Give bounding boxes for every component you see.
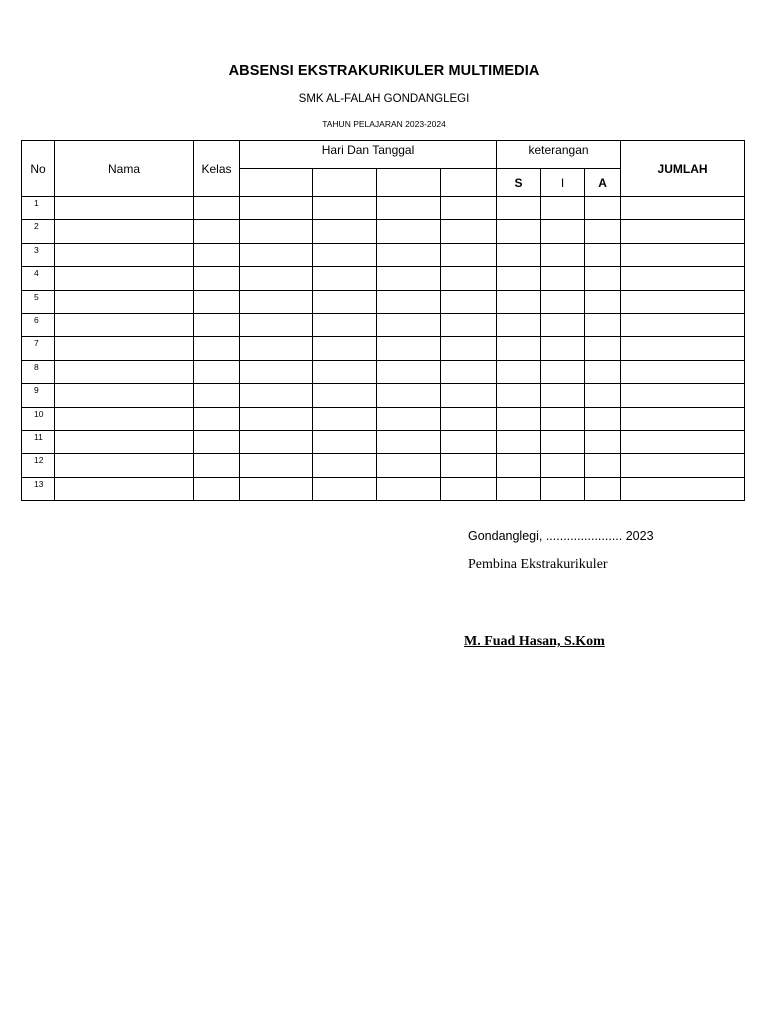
table-cell: [541, 267, 585, 290]
header-s: S: [497, 169, 541, 197]
table-cell: [441, 313, 497, 336]
table-row: [22, 384, 745, 407]
row-number: 7: [22, 337, 55, 360]
document-title: ABSENSI EKSTRAKURIKULER MULTIMEDIA: [228, 63, 540, 79]
table-cell: [194, 220, 240, 243]
table-cell: [541, 360, 585, 383]
table-cell: [621, 290, 745, 313]
table-cell: [377, 337, 441, 360]
date-cell: [313, 169, 377, 197]
table-cell: [497, 407, 541, 430]
table-cell: [240, 407, 313, 430]
table-row: [22, 430, 745, 453]
table-row: [22, 197, 745, 220]
table-cell: [240, 430, 313, 453]
table-cell: [585, 337, 621, 360]
date-cell: [441, 169, 497, 197]
table-cell: [313, 220, 377, 243]
table-cell: [497, 477, 541, 500]
table-cell: [497, 360, 541, 383]
table-cell: [55, 290, 194, 313]
table-cell: [313, 430, 377, 453]
table-cell: [541, 220, 585, 243]
table-cell: [621, 220, 745, 243]
table-cell: [240, 313, 313, 336]
table-cell: [240, 267, 313, 290]
table-cell: [240, 290, 313, 313]
row-number: 13: [22, 477, 55, 500]
table-cell: [621, 243, 745, 266]
table-cell: [194, 267, 240, 290]
table-cell: [497, 313, 541, 336]
academic-year: TAHUN PELAJARAN 2023-2024: [322, 119, 446, 129]
header-row-1: [22, 141, 745, 169]
table-cell: [194, 454, 240, 477]
table-cell: [541, 197, 585, 220]
table-cell: [377, 220, 441, 243]
header-no: No: [22, 141, 55, 197]
table-cell: [55, 243, 194, 266]
place-date: Gondanglegi, ...................... 2023: [468, 529, 654, 543]
table-cell: [313, 337, 377, 360]
table-cell: [240, 477, 313, 500]
table-cell: [377, 313, 441, 336]
table-cell: [240, 384, 313, 407]
row-number: 10: [22, 407, 55, 430]
table-cell: [313, 243, 377, 266]
table-cell: [441, 454, 497, 477]
table-cell: [377, 407, 441, 430]
table-cell: [377, 477, 441, 500]
table-cell: [585, 220, 621, 243]
table-cell: [621, 430, 745, 453]
table-cell: [585, 454, 621, 477]
table-cell: [313, 313, 377, 336]
table-cell: [240, 197, 313, 220]
table-cell: [313, 384, 377, 407]
table-cell: [585, 384, 621, 407]
table-cell: [621, 197, 745, 220]
table-cell: [55, 384, 194, 407]
row-number: 3: [22, 243, 55, 266]
table-row: [22, 220, 745, 243]
table-cell: [377, 290, 441, 313]
table-cell: [55, 267, 194, 290]
table-cell: [541, 313, 585, 336]
table-cell: [240, 360, 313, 383]
table-cell: [55, 407, 194, 430]
table-cell: [313, 360, 377, 383]
table-cell: [497, 220, 541, 243]
table-cell: [441, 243, 497, 266]
row-number: 1: [22, 197, 55, 220]
table-cell: [497, 384, 541, 407]
table-cell: [194, 243, 240, 266]
table-cell: [621, 384, 745, 407]
table-row: [22, 313, 745, 336]
table-cell: [377, 267, 441, 290]
table-cell: [585, 243, 621, 266]
table-cell: [497, 243, 541, 266]
table-cell: [621, 267, 745, 290]
school-name: SMK AL-FALAH GONDANGLEGI: [298, 93, 470, 105]
table-row: [22, 454, 745, 477]
table-cell: [377, 360, 441, 383]
table-cell: [377, 384, 441, 407]
table-cell: [240, 454, 313, 477]
table-cell: [194, 360, 240, 383]
table-cell: [441, 384, 497, 407]
table-cell: [541, 407, 585, 430]
table-cell: [441, 220, 497, 243]
table-cell: [194, 313, 240, 336]
table-cell: [441, 477, 497, 500]
table-cell: [313, 197, 377, 220]
table-cell: [313, 267, 377, 290]
row-number: 2: [22, 220, 55, 243]
table-cell: [585, 267, 621, 290]
table-cell: [240, 243, 313, 266]
header-nama: Nama: [55, 141, 194, 197]
attendance-table: [21, 140, 745, 501]
table-cell: [441, 360, 497, 383]
table-cell: [441, 197, 497, 220]
table-cell: [240, 220, 313, 243]
table-cell: [441, 337, 497, 360]
table-cell: [194, 477, 240, 500]
table-row: [22, 337, 745, 360]
table-cell: [541, 454, 585, 477]
table-cell: [585, 313, 621, 336]
table-cell: [585, 477, 621, 500]
table-cell: [194, 430, 240, 453]
header-keterangan: keterangan: [497, 141, 621, 169]
table-cell: [313, 290, 377, 313]
table-cell: [194, 407, 240, 430]
table-cell: [497, 454, 541, 477]
table-cell: [55, 454, 194, 477]
header-i: I: [541, 169, 585, 197]
table-cell: [541, 243, 585, 266]
table-row: [22, 290, 745, 313]
table-cell: [441, 430, 497, 453]
table-cell: [55, 337, 194, 360]
table-cell: [55, 430, 194, 453]
table-cell: [585, 430, 621, 453]
table-cell: [441, 267, 497, 290]
table-cell: [541, 337, 585, 360]
table-cell: [313, 407, 377, 430]
table-cell: [55, 360, 194, 383]
table-cell: [541, 290, 585, 313]
table-row: [22, 243, 745, 266]
table-cell: [541, 477, 585, 500]
table-cell: [194, 337, 240, 360]
table-cell: [55, 220, 194, 243]
table-cell: [313, 454, 377, 477]
table-cell: [621, 477, 745, 500]
table-cell: [621, 337, 745, 360]
table-row: [22, 477, 745, 500]
table-cell: [497, 337, 541, 360]
table-cell: [377, 430, 441, 453]
table-cell: [441, 407, 497, 430]
table-cell: [55, 477, 194, 500]
table-cell: [621, 313, 745, 336]
table-cell: [585, 197, 621, 220]
signer-role: Pembina Ekstrakurikuler: [468, 557, 608, 572]
table-cell: [621, 360, 745, 383]
row-number: 11: [22, 430, 55, 453]
row-number: 4: [22, 267, 55, 290]
table-cell: [621, 407, 745, 430]
table-cell: [497, 197, 541, 220]
table-cell: [441, 290, 497, 313]
date-cell: [377, 169, 441, 197]
table-cell: [194, 384, 240, 407]
date-cell: [240, 169, 313, 197]
table-cell: [541, 384, 585, 407]
table-cell: [194, 290, 240, 313]
header-kelas: Kelas: [194, 141, 240, 197]
table-cell: [585, 290, 621, 313]
table-row: [22, 360, 745, 383]
signer-name: M. Fuad Hasan, S.Kom: [464, 634, 605, 649]
table-row: [22, 267, 745, 290]
table-cell: [377, 197, 441, 220]
table-cell: [194, 197, 240, 220]
row-number: 9: [22, 384, 55, 407]
table-row: [22, 407, 745, 430]
table-cell: [55, 313, 194, 336]
table-cell: [313, 477, 377, 500]
header-hari-tanggal: Hari Dan Tanggal: [240, 141, 497, 169]
table-cell: [497, 290, 541, 313]
table-cell: [377, 243, 441, 266]
header-a: A: [585, 169, 621, 197]
table-cell: [377, 454, 441, 477]
table-cell: [55, 197, 194, 220]
row-number: 6: [22, 313, 55, 336]
table-cell: [240, 337, 313, 360]
table-cell: [621, 454, 745, 477]
table-cell: [585, 407, 621, 430]
table-cell: [541, 430, 585, 453]
table-cell: [497, 430, 541, 453]
table-cell: [585, 360, 621, 383]
header-jumlah: JUMLAH: [621, 141, 745, 197]
row-number: 5: [22, 290, 55, 313]
row-number: 8: [22, 360, 55, 383]
table-cell: [497, 267, 541, 290]
row-number: 12: [22, 454, 55, 477]
